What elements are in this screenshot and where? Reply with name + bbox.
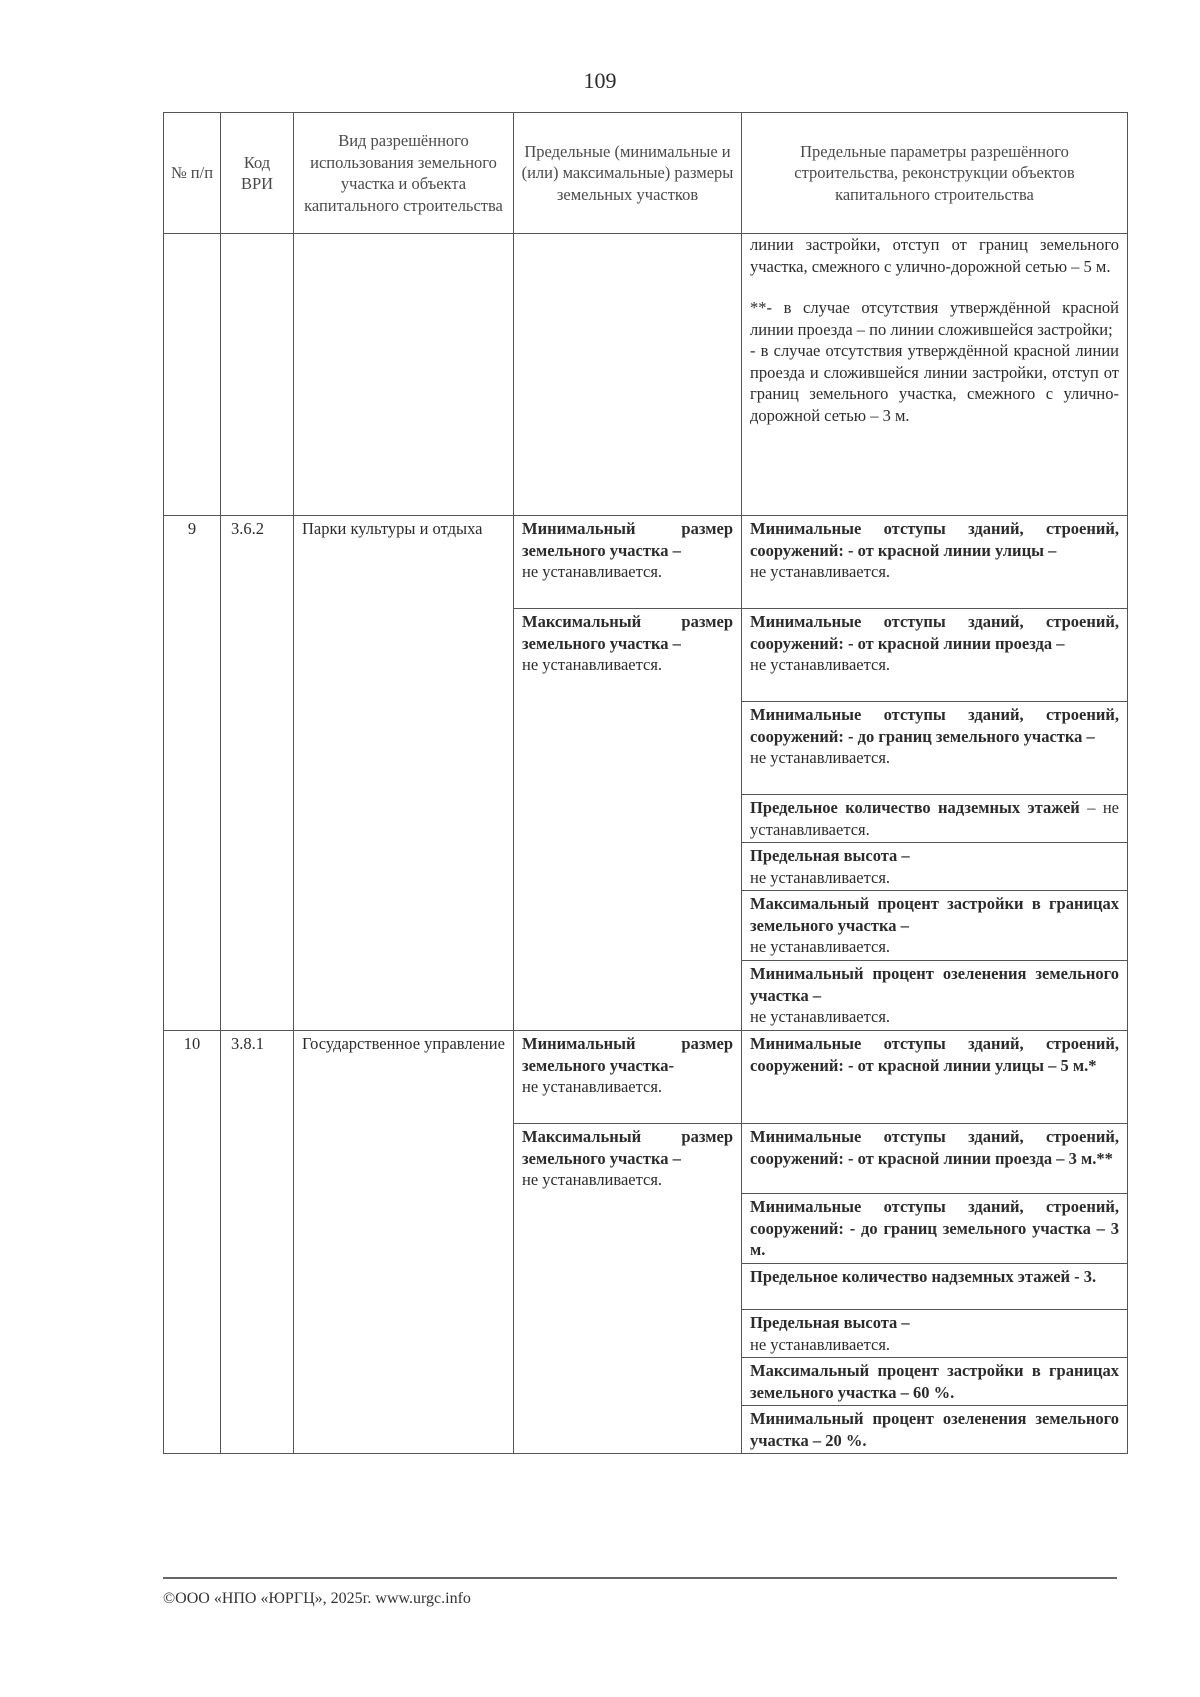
param-cell [742,1194,1128,1264]
param-cell [742,961,1128,1031]
footer-copyright: ©ООО «НПО «ЮРГЦ», 2025г. www.urgc.info [163,1590,471,1607]
max-plot-size-value: не устанавливается. [522,1170,663,1189]
param-value: – не устанавливается. [750,798,1119,839]
param-label: Минимальный процент озеленения земельного участка – [750,964,1119,1005]
param-label: Минимальные отступы зданий, строений, сооружений: - до границ земельного участка – 3 м. [750,1197,1119,1259]
header-number: № п/п [164,113,221,234]
param-label: Минимальный процент озеленения земельного участка – 20 %. [750,1409,1119,1450]
param-label: Минимальные отступы зданий, строений, сооружений: - до границ земельного участка – [750,705,1119,746]
page-number: 109 [583,68,617,93]
min-plot-size-value: не устанавливается. [522,562,663,581]
param-value: не устанавливается. [750,562,891,581]
param-cell [742,609,1128,702]
max-plot-size [514,609,742,1031]
min-plot-size [514,1031,742,1124]
param-cell [742,891,1128,961]
param-cell [742,702,1128,795]
continuation-text-3: - в случае отсутствия утверждённой красной линии проезда и сложившейся линии застройки, отступ от границ земельного участка, смежного с улично-дорожной сетью – 3 м. [750,341,1119,425]
table-row [164,516,1128,609]
min-plot-size-label: Минимальный размер земельного участка – [522,519,733,560]
param-label: Минимальные отступы зданий, строений, сооружений: - от красной линии проезда – 3 м.** [750,1127,1119,1168]
param-label: Предельная высота – [750,846,910,865]
param-cell [742,1310,1128,1358]
row-number: 9 [164,516,221,1031]
param-cell [742,843,1128,891]
param-value: не устанавливается. [750,655,891,674]
param-cell [742,1124,1128,1194]
zoning-table [163,112,1128,1454]
max-plot-size [514,1124,742,1454]
param-label: Предельная высота – [750,1313,910,1332]
param-label: Предельное количество надземных этажей [750,798,1080,817]
param-cell [742,1406,1128,1454]
continuation-text-2: **- в случае отсутствия утверждённой красной линии проезда – по линии сложившейся застройки; [750,298,1119,339]
min-plot-size [514,516,742,609]
param-value: не устанавливается. [750,748,891,767]
row-use-type: Государственное управление [294,1031,514,1454]
param-value: не устанавливается. [750,1334,891,1354]
min-plot-size-label: Минимальный размер земельного участка- [522,1034,733,1075]
header-use-type: Вид разрешённого использования земельного участка и объекта капитального строительства [294,113,514,234]
param-value: не устанавливается. [750,1007,891,1026]
max-plot-size-label: Максимальный размер земельного участка – [522,1127,733,1168]
row-number: 10 [164,1031,221,1454]
param-label: Максимальный процент застройки в границах земельного участка – 60 %. [750,1361,1119,1402]
param-label: Минимальные отступы зданий, строений, сооружений: - от красной линии улицы – [750,519,1119,560]
table-header-row [164,113,1128,234]
param-cell [742,516,1128,609]
continuation-text-1: линии застройки, отступ от границ земельного участка, смежного с улично-дорожной сетью – 5 м. [750,235,1119,276]
param-cell [742,1358,1128,1406]
table-row [164,1031,1128,1124]
param-label: Предельное количество надземных этажей - 3. [750,1267,1097,1286]
param-value: не устанавливается. [750,937,891,956]
param-cell [742,1031,1128,1124]
row-code: 3.8.1 [221,1031,294,1454]
header-code: Код ВРИ [221,113,294,234]
min-plot-size-value: не устанавливается. [522,1077,663,1096]
continuation-row [164,234,1128,516]
row-code: 3.6.2 [221,516,294,1031]
param-label: Минимальные отступы зданий, строений, сооружений: - от красной линии проезда – [750,612,1119,653]
param-value: не устанавливается. [750,867,891,887]
param-cell [742,795,1128,843]
max-plot-size-value: не устанавливается. [522,655,663,674]
param-label: Минимальные отступы зданий, строений, сооружений: - от красной линии улицы – 5 м.* [750,1034,1119,1075]
param-cell [742,1264,1128,1310]
param-label: Максимальный процент застройки в границах земельного участка – [750,894,1119,935]
footer-divider [163,1577,1117,1579]
header-parameters: Предельные параметры разрешённого строительства, реконструкции объектов капитального строительства [742,113,1128,234]
row-use-type: Парки культуры и отдыха [294,516,514,1031]
max-plot-size-label: Максимальный размер земельного участка – [522,612,733,653]
header-plot-size: Предельные (минимальные и (или) максимальные) размеры земельных участков [514,113,742,234]
